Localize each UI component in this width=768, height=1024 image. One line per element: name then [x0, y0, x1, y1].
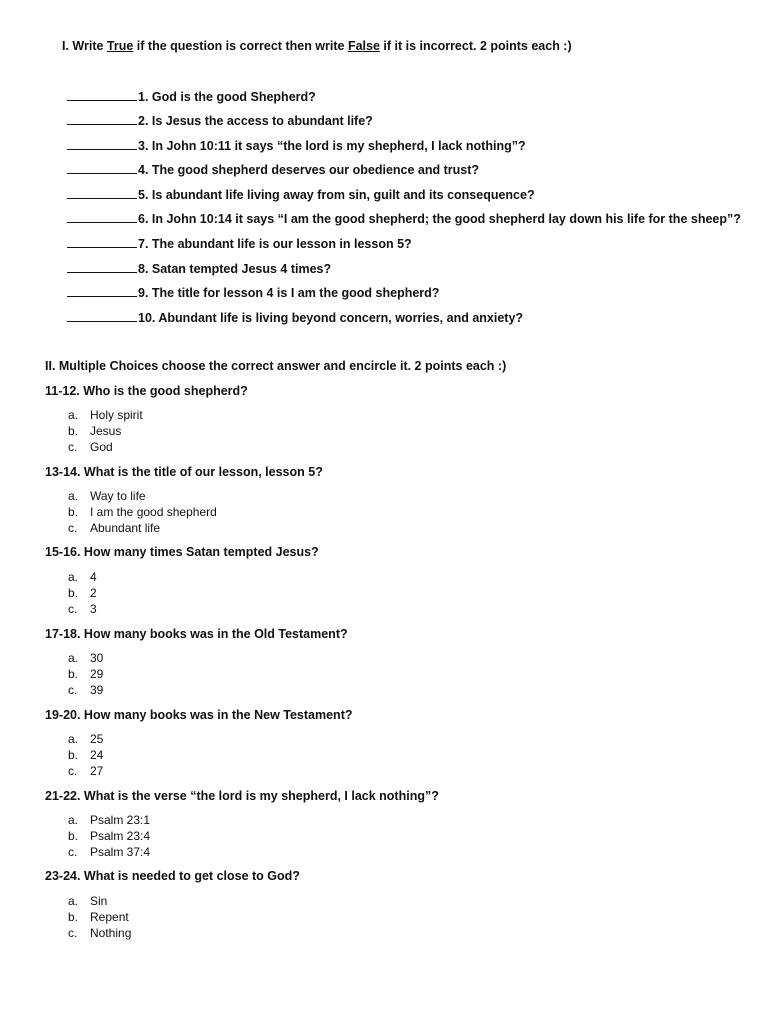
- option-text: Psalm 23:4: [90, 829, 151, 843]
- tf-question: 9. The title for lesson 4 is I am the good shepherd?: [138, 286, 440, 300]
- option-letter: c.: [68, 521, 78, 535]
- option-text: 24: [90, 748, 104, 762]
- option-text: 27: [90, 764, 104, 778]
- option-text: 4: [90, 570, 97, 584]
- answer-blank[interactable]: [67, 89, 137, 101]
- tf-question: 2. Is Jesus the access to abundant life?: [138, 114, 373, 128]
- tf-item-7: [67, 236, 412, 251]
- section-1-heading-mid: if the question is correct then write: [133, 39, 348, 53]
- section-2-heading: II. Multiple Choices choose the correct answer and encircle it. 2 points each :): [45, 359, 507, 373]
- tf-question: 8. Satan tempted Jesus 4 times?: [138, 262, 332, 276]
- option-letter: a.: [68, 651, 79, 665]
- answer-blank[interactable]: [67, 211, 137, 223]
- option-letter: c.: [68, 845, 78, 859]
- option-text: 29: [90, 667, 104, 681]
- tf-question: 1. God is the good Shepherd?: [138, 90, 316, 104]
- answer-blank[interactable]: [67, 113, 137, 125]
- option-letter: c.: [68, 926, 78, 940]
- mc-question-13-14: 13-14. What is the title of our lesson, lesson 5?: [45, 465, 323, 479]
- answer-blank[interactable]: [67, 310, 137, 322]
- tf-question: 3. In John 10:11 it says “the lord is my shepherd, I lack nothing”?: [138, 139, 526, 153]
- tf-question: 4. The good shepherd deserves our obedience and trust?: [138, 163, 480, 177]
- option-letter: b.: [68, 424, 79, 438]
- section-1-heading-pre: I. Write: [62, 39, 107, 53]
- mc-question-23-24: 23-24. What is needed to get close to God?: [45, 869, 300, 883]
- option-letter: b.: [68, 829, 79, 843]
- tf-item-1: [67, 89, 316, 104]
- option-letter: a.: [68, 570, 79, 584]
- tf-item-3: [67, 138, 526, 153]
- option-letter: a.: [68, 894, 79, 908]
- option-letter: b.: [68, 505, 79, 519]
- option-text: 30: [90, 651, 104, 665]
- tf-item-4: [67, 162, 479, 177]
- tf-item-5: [67, 187, 535, 202]
- mc-question-15-16: 15-16. How many times Satan tempted Jesus?: [45, 545, 319, 559]
- option-letter: a.: [68, 732, 79, 746]
- option-text: Way to life: [90, 489, 146, 503]
- option-text: God: [90, 440, 113, 454]
- option-text: Abundant life: [90, 521, 161, 535]
- option-text: Sin: [90, 894, 108, 908]
- option-letter: a.: [68, 489, 79, 503]
- tf-question: 10. Abundant life is living beyond concern, worries, and anxiety?: [138, 311, 524, 325]
- tf-item-8: [67, 261, 331, 276]
- option-letter: c.: [68, 764, 78, 778]
- option-letter: c.: [68, 602, 78, 616]
- option-text: 39: [90, 683, 104, 697]
- answer-blank[interactable]: [67, 261, 137, 273]
- tf-question: 7. The abundant life is our lesson in lesson 5?: [138, 237, 412, 251]
- mc-question-21-22: 21-22. What is the verse “the lord is my shepherd, I lack nothing”?: [45, 789, 439, 803]
- mc-question-17-18: 17-18. How many books was in the Old Testament?: [45, 627, 348, 641]
- answer-blank[interactable]: [67, 236, 137, 248]
- answer-blank[interactable]: [67, 162, 137, 174]
- option-text: I am the good shepherd: [90, 505, 217, 519]
- option-letter: b.: [68, 910, 79, 924]
- tf-item-2: [67, 113, 373, 128]
- option-letter: b.: [68, 586, 79, 600]
- option-text: Repent: [90, 910, 129, 924]
- option-letter: a.: [68, 813, 79, 827]
- tf-item-9: [67, 285, 439, 300]
- option-text: Jesus: [90, 424, 122, 438]
- answer-blank[interactable]: [67, 187, 137, 199]
- section-1-heading: [62, 39, 572, 53]
- tf-question: 5. Is abundant life living away from sin, guilt and its consequence?: [138, 188, 535, 202]
- option-text: Psalm 37:4: [90, 845, 151, 859]
- false-keyword: False: [347, 39, 380, 53]
- option-letter: b.: [68, 748, 79, 762]
- option-text: Holy spirit: [90, 408, 143, 422]
- answer-blank[interactable]: [67, 138, 137, 150]
- tf-question: 6. In John 10:14 it says “I am the good shepherd; the good shepherd lay down his life for the sheep”?: [138, 212, 741, 226]
- true-keyword: True: [106, 39, 134, 53]
- option-letter: a.: [68, 408, 79, 422]
- option-text: 25: [90, 732, 104, 746]
- mc-question-19-20: 19-20. How many books was in the New Testament?: [45, 708, 353, 722]
- option-text: 3: [90, 602, 97, 616]
- option-letter: b.: [68, 667, 79, 681]
- tf-item-10: [67, 310, 523, 325]
- answer-blank[interactable]: [67, 285, 137, 297]
- section-1-heading-post: if it is incorrect. 2 points each :): [379, 39, 572, 53]
- mc-question-11-12: 11-12. Who is the good shepherd?: [45, 384, 248, 398]
- option-text: 2: [90, 586, 97, 600]
- option-letter: c.: [68, 440, 78, 454]
- tf-item-6: [67, 211, 741, 226]
- option-text: Nothing: [90, 926, 132, 940]
- option-letter: c.: [68, 683, 78, 697]
- option-text: Psalm 23:1: [90, 813, 151, 827]
